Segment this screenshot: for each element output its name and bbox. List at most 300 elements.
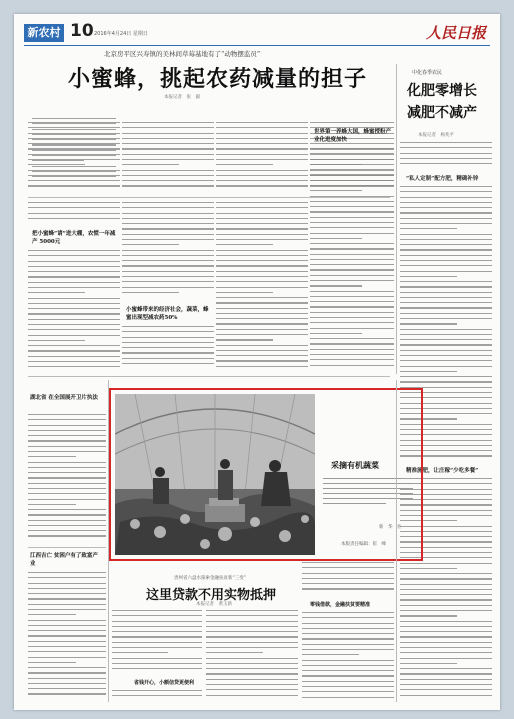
text-line [400, 381, 492, 382]
text-line [216, 133, 308, 134]
text-line [310, 254, 394, 255]
text-line [28, 319, 120, 320]
text-line [310, 285, 362, 286]
text-line [206, 631, 298, 632]
text-line [310, 317, 394, 318]
text-line [28, 324, 120, 325]
text-line [400, 652, 492, 653]
text-line [122, 337, 214, 338]
text-line [28, 620, 106, 621]
text-line [122, 202, 214, 203]
text-line [302, 665, 394, 666]
text-line [400, 186, 492, 187]
text-line [400, 329, 492, 330]
text-line [216, 223, 308, 224]
text-line [28, 261, 120, 262]
text-line [206, 689, 298, 690]
right-byline: 本报记者 杨兆平 [418, 133, 454, 138]
section-divider [28, 547, 106, 548]
text-line [216, 350, 308, 351]
text-line [216, 202, 308, 203]
text-line [310, 217, 394, 218]
text-line [28, 430, 106, 431]
text-line [310, 280, 394, 281]
text-column [216, 202, 308, 372]
text-line [310, 238, 362, 239]
text-line [206, 673, 298, 674]
text-line [400, 323, 457, 324]
text-line [310, 269, 394, 270]
text-line [302, 562, 394, 563]
issue-date: 2016年4月24日 星期日 [94, 31, 148, 37]
text-line [400, 350, 492, 351]
text-column [112, 610, 202, 676]
text-line [28, 255, 120, 256]
text-line [216, 329, 308, 330]
text-line [28, 122, 120, 123]
text-column [28, 572, 106, 700]
text-line [400, 366, 492, 367]
text-line [28, 298, 120, 299]
text-line [28, 282, 120, 283]
text-line [310, 164, 394, 165]
bottom-kicker: 贵州省六盘水探索金融扶贫新“三变” [174, 576, 247, 581]
middle-subhead-1: 世界第一养蜂大国，蜂蜜授粉产业化进度加快 [314, 129, 392, 143]
text-line [302, 675, 394, 676]
text-line [28, 625, 106, 626]
text-line [400, 334, 492, 335]
text-line [122, 148, 214, 149]
text-line [400, 360, 492, 361]
text-line [28, 335, 120, 336]
text-line [112, 647, 202, 648]
text-line [28, 361, 120, 362]
bottom-subhead-2: 零钱借款，金融扶贫要精准 [310, 602, 371, 608]
photo-feature [109, 388, 423, 561]
text-line [28, 451, 106, 452]
text-line [122, 358, 214, 359]
text-line [122, 175, 214, 176]
text-line [28, 170, 120, 171]
text-line [310, 206, 394, 207]
text-line [122, 287, 214, 288]
text-line [302, 633, 394, 634]
text-line [28, 583, 106, 584]
text-line [216, 355, 308, 356]
text-line [28, 509, 106, 510]
text-line [112, 621, 202, 622]
text-line [122, 352, 214, 353]
text-line [28, 604, 106, 605]
text-line [206, 695, 298, 696]
text-line [122, 281, 214, 282]
text-line [400, 636, 492, 637]
text-line [310, 354, 394, 355]
text-column [310, 148, 394, 372]
text-line [28, 593, 106, 594]
right-headline: 化肥零增长 减肥不减产 [407, 83, 477, 121]
text-line [122, 292, 179, 293]
text-column [28, 414, 106, 542]
text-line [206, 610, 298, 611]
text-line [122, 154, 214, 155]
text-line [28, 462, 106, 463]
text-line [216, 239, 308, 240]
text-line [310, 233, 394, 234]
text-line [400, 631, 492, 632]
text-line [310, 185, 394, 186]
text-line [206, 647, 298, 648]
text-line [28, 641, 106, 642]
section-tag: 新农村 [24, 24, 64, 42]
text-line [122, 363, 214, 364]
text-line [28, 493, 106, 494]
text-line [302, 567, 394, 568]
text-line [400, 568, 457, 569]
text-line [310, 359, 394, 360]
text-line [310, 211, 394, 212]
text-line [112, 626, 202, 627]
text-line [206, 621, 298, 622]
text-line [216, 143, 308, 144]
text-line [28, 213, 120, 214]
text-line [400, 212, 492, 213]
text-line [216, 127, 308, 128]
text-line [28, 127, 120, 128]
text-line [28, 651, 106, 652]
text-line [302, 573, 394, 574]
text-line [400, 376, 492, 377]
text-line [28, 138, 120, 139]
text-line [400, 191, 492, 192]
text-line [400, 578, 492, 579]
text-line [400, 573, 492, 574]
text-line [216, 170, 308, 171]
text-line [310, 122, 394, 123]
text-line [28, 530, 106, 531]
text-line [28, 535, 106, 536]
text-line [122, 223, 214, 224]
text-column [206, 610, 298, 704]
text-line [310, 301, 394, 302]
text-line [28, 688, 106, 689]
text-line [216, 281, 308, 282]
text-line [400, 292, 492, 293]
text-line [122, 207, 214, 208]
text-line [400, 695, 492, 696]
text-line [216, 260, 308, 261]
text-line [216, 250, 308, 251]
text-column [28, 202, 120, 227]
text-line [122, 244, 179, 245]
right-kicker: 中化春季农民 [412, 70, 443, 76]
text-line [400, 663, 457, 664]
text-line [112, 668, 202, 669]
text-line [28, 435, 106, 436]
text-line [400, 594, 492, 595]
text-line [400, 584, 492, 585]
text-line [400, 244, 492, 245]
text-line [400, 153, 492, 154]
text-line [122, 127, 214, 128]
text-line [400, 302, 492, 303]
text-line [302, 660, 394, 661]
text-line [400, 234, 492, 235]
text-line [28, 164, 85, 165]
greenhouse-photo [115, 394, 315, 555]
text-line [206, 652, 263, 653]
left-subhead-1: 把小蜜蜂“请”进大棚，农慌一年减产 5000元 [32, 231, 116, 245]
text-line [28, 419, 106, 420]
text-line [122, 180, 214, 181]
text-column [400, 142, 492, 172]
column-divider [396, 380, 397, 702]
text-line [302, 612, 394, 613]
header-rule [24, 45, 490, 46]
text-line [216, 265, 308, 266]
text-column [122, 202, 214, 302]
text-line [28, 467, 106, 468]
text-line [28, 329, 120, 330]
text-line [310, 227, 394, 228]
bottom-subhead-1: 省钱开心，小额信贷更便利 [134, 680, 195, 686]
text-line [216, 318, 308, 319]
text-line [302, 670, 394, 671]
text-line [400, 239, 492, 240]
text-line [302, 583, 394, 584]
brief-2-title: 江西吉亡 贫困户有了致富产业 [30, 553, 98, 567]
text-line [32, 118, 116, 119]
text-line [310, 243, 394, 244]
text-line [400, 344, 492, 345]
text-line [400, 202, 492, 203]
text-line [400, 621, 492, 622]
text-column [28, 122, 120, 196]
text-line [28, 414, 106, 415]
text-column [122, 326, 214, 372]
text-line [216, 234, 308, 235]
text-line [216, 276, 308, 277]
text-line [122, 255, 214, 256]
text-line [310, 275, 394, 276]
text-line [310, 312, 394, 313]
text-line [310, 174, 394, 175]
text-line [216, 154, 308, 155]
text-line [302, 628, 394, 629]
text-line [216, 213, 308, 214]
greenhouse-illustration [115, 394, 315, 555]
column-divider [108, 380, 109, 702]
text-line [122, 122, 214, 123]
text-line [216, 334, 308, 335]
text-line [28, 446, 106, 447]
text-line [28, 271, 120, 272]
text-line [400, 658, 492, 659]
brief-1-title: 湖北省 在全国展开卫片执法 [30, 395, 98, 401]
text-line [310, 328, 394, 329]
text-line [122, 239, 214, 240]
text-line [216, 313, 308, 314]
text-line [28, 425, 106, 426]
text-line [216, 271, 308, 272]
text-line [216, 255, 308, 256]
text-line [206, 626, 298, 627]
newspaper-page [14, 14, 500, 710]
text-line [400, 313, 492, 314]
text-line [28, 143, 120, 144]
text-line [112, 658, 202, 659]
text-line [28, 356, 120, 357]
text-line [302, 649, 394, 650]
text-line [28, 693, 106, 694]
text-column [216, 122, 308, 196]
text-line [28, 202, 120, 203]
text-line [400, 158, 492, 159]
text-line [112, 690, 202, 691]
text-line [216, 164, 273, 165]
text-line [310, 296, 394, 297]
text-line [28, 148, 120, 149]
text-line [216, 148, 308, 149]
text-line [400, 599, 492, 600]
text-line [400, 255, 492, 256]
text-line [216, 366, 308, 367]
text-line [122, 326, 214, 327]
text-line [28, 609, 106, 610]
text-line [28, 577, 106, 578]
text-line [310, 343, 394, 344]
text-line [302, 644, 394, 645]
text-line [28, 657, 106, 658]
bottom-headline: 这里贷款不用实物抵押 [146, 588, 277, 603]
text-line [28, 175, 120, 176]
text-line [28, 520, 106, 521]
text-line [122, 143, 214, 144]
text-line [400, 297, 492, 298]
text-line [302, 697, 394, 698]
text-line [122, 159, 214, 160]
text-line [122, 164, 179, 165]
text-line [216, 218, 308, 219]
text-line [28, 483, 106, 484]
text-line [28, 614, 76, 615]
text-line [400, 679, 492, 680]
text-line [400, 689, 492, 690]
text-line [310, 222, 394, 223]
text-line [112, 652, 168, 653]
text-line [216, 339, 273, 340]
text-line [400, 684, 492, 685]
text-line [310, 349, 394, 350]
text-line [302, 588, 394, 589]
text-line [310, 264, 394, 265]
text-line [112, 631, 202, 632]
text-line [28, 456, 76, 457]
text-line [112, 695, 202, 696]
text-line [400, 605, 492, 606]
text-line [400, 339, 492, 340]
photo-caption [323, 478, 413, 508]
text-line [122, 347, 214, 348]
lead-headline: 小蜜蜂，挑起农药减量的担子 [68, 67, 368, 92]
text-line [28, 499, 106, 500]
text-line [216, 175, 308, 176]
text-line [206, 663, 298, 664]
text-line [310, 169, 394, 170]
text-line [216, 292, 273, 293]
text-line [206, 684, 298, 685]
text-line [28, 662, 76, 663]
text-line [122, 213, 214, 214]
text-line [216, 308, 308, 309]
text-line [400, 371, 457, 372]
text-column [28, 250, 120, 372]
text-line [122, 185, 214, 186]
text-line [302, 691, 394, 692]
lead-kicker: 北京房平区兴寿镇的美林间草莓基地有了“动物摆监员” [104, 50, 261, 58]
text-line [122, 342, 214, 343]
text-line [400, 276, 457, 277]
text-line [216, 180, 308, 181]
text-line [122, 260, 214, 261]
text-line [28, 525, 106, 526]
text-line [28, 287, 120, 288]
text-line [310, 159, 394, 160]
text-line [302, 578, 394, 579]
text-line [400, 271, 492, 272]
text-line [216, 138, 308, 139]
text-line [400, 668, 492, 669]
text-line [28, 207, 120, 208]
text-line [310, 365, 394, 366]
photo-title: 采摘有机蔬菜 [331, 460, 379, 470]
text-line [310, 196, 394, 197]
text-line [302, 654, 359, 655]
text-line [28, 572, 106, 573]
text-line [28, 504, 76, 505]
photo-credit: 新 华 社 [379, 525, 402, 530]
text-line [28, 678, 106, 679]
text-line [400, 615, 457, 616]
text-line [216, 159, 308, 160]
text-line [216, 185, 308, 186]
text-line [216, 244, 273, 245]
text-line [206, 642, 298, 643]
text-line [310, 180, 394, 181]
text-line [28, 133, 120, 134]
text-line [400, 197, 492, 198]
text-line [28, 488, 106, 489]
text-line [28, 672, 106, 673]
text-line [112, 663, 202, 664]
text-line [302, 681, 394, 682]
text-line [28, 303, 120, 304]
text-line [206, 679, 298, 680]
text-line [28, 635, 106, 636]
text-line [122, 234, 214, 235]
text-line [28, 350, 120, 351]
text-line [216, 207, 308, 208]
column-divider [396, 64, 397, 374]
text-line [216, 122, 308, 123]
text-line [112, 610, 202, 611]
text-line [400, 589, 492, 590]
text-line [400, 223, 492, 224]
text-line [28, 185, 120, 186]
text-line [122, 218, 214, 219]
text-line [122, 271, 214, 272]
text-line [310, 322, 394, 323]
